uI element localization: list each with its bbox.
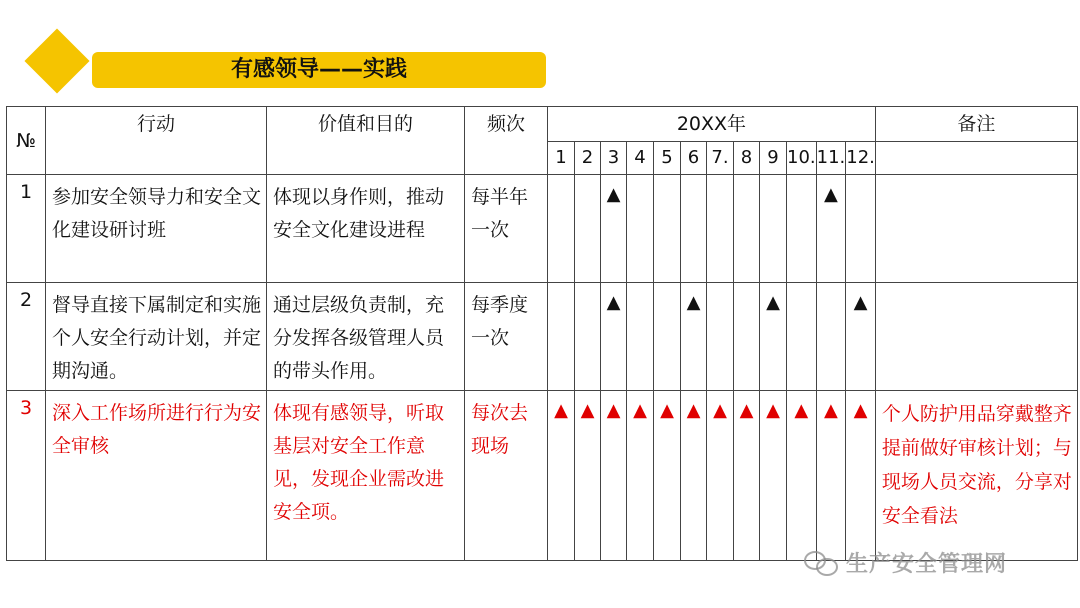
action-cell: 深入工作场所进行行为安全审核 [46,391,267,561]
header-action: 行动 [46,107,267,175]
month-cell [575,283,601,391]
remark-cell [875,283,1077,391]
month-cell [734,283,760,391]
month-cell [601,391,627,561]
month-cell [760,391,787,561]
month-cell [627,175,654,283]
row-number: 1 [7,175,46,283]
table-row [7,283,1078,391]
table-row [7,391,1078,561]
month-cell [760,283,787,391]
triangle-marker-icon: ▲ [824,184,838,205]
month-cell [654,283,681,391]
triangle-marker-icon: ▲ [606,184,621,205]
triangle-marker-icon: ▲ [794,400,809,421]
month-header: 7. [707,142,734,175]
month-cell [787,175,817,283]
month-cell [627,283,654,391]
action-cell: 督导直接下属制定和实施个人安全行动计划，并定期沟通。 [46,283,267,391]
month-cell [707,283,734,391]
watermark-text: 生产安全管理网 [846,551,1008,577]
month-header: 1 [548,142,575,175]
month-cell [601,175,627,283]
month-cell [846,175,876,283]
action-plan-table [6,106,1078,561]
action-cell: 参加安全领导力和安全文化建设研讨班 [46,175,267,283]
frequency-cell: 每半年一次 [465,175,548,283]
title-diamond-decoration [24,28,89,93]
month-cell [846,283,876,391]
header-value: 价值和目的 [267,107,465,175]
header-no: № [7,107,46,175]
triangle-marker-icon: ▲ [660,400,674,421]
remark-cell: 个人防护用品穿戴整齐 提前做好审核计划；与现场人员交流，分享对安全看法 [875,391,1077,561]
month-header: 12. [846,142,876,175]
value-cell: 体现有感领导，听取基层对安全工作意见，发现企业需改进安全项。 [267,391,465,561]
header-remark: 备注 [875,107,1077,142]
triangle-marker-icon: ▲ [606,292,621,313]
month-cell [681,175,707,283]
frequency-cell: 每季度一次 [465,283,548,391]
remark-cell [875,175,1077,283]
month-cell [654,391,681,561]
triangle-marker-icon: ▲ [853,400,868,421]
triangle-marker-icon: ▲ [686,400,701,421]
month-header: 8 [734,142,760,175]
triangle-marker-icon: ▲ [766,292,780,313]
month-cell [575,175,601,283]
remark-subheader [875,142,1077,175]
value-cell: 体现以身作则，推动安全文化建设进程 [267,175,465,283]
triangle-marker-icon: ▲ [824,400,838,421]
month-cell [575,391,601,561]
month-cell [548,391,575,561]
month-cell [816,175,846,283]
month-cell [601,283,627,391]
value-cell: 通过层级负责制，充分发挥各级管理人员的带头作用。 [267,283,465,391]
triangle-marker-icon: ▲ [580,400,595,421]
month-cell [816,391,846,561]
month-cell [760,175,787,283]
header-frequency: 频次 [465,107,548,175]
month-cell [787,391,817,561]
month-cell [654,175,681,283]
month-cell [548,175,575,283]
row-number: 3 [7,391,46,561]
month-cell [734,391,760,561]
header-year: 20XX年 [548,107,876,142]
table-row [7,175,1078,283]
month-cell [681,283,707,391]
triangle-marker-icon: ▲ [554,400,568,421]
month-header: 11. [816,142,846,175]
triangle-marker-icon: ▲ [633,400,647,421]
triangle-marker-icon: ▲ [739,400,754,421]
month-header: 2 [575,142,601,175]
triangle-marker-icon: ▲ [766,400,780,421]
triangle-marker-icon: ▲ [713,400,727,421]
month-cell [627,391,654,561]
month-cell [734,175,760,283]
month-cell [707,391,734,561]
watermark [804,544,1007,580]
month-cell [681,391,707,561]
frequency-cell: 每次去现场 [465,391,548,561]
triangle-marker-icon: ▲ [853,292,868,313]
page-title: 有感领导——实践 [230,57,407,82]
triangle-marker-icon: ▲ [686,292,701,313]
month-header: 3 [601,142,627,175]
month-cell [846,391,876,561]
month-cell [548,283,575,391]
month-cell [787,283,817,391]
month-header: 5 [654,142,681,175]
row-number: 2 [7,283,46,391]
month-header: 6 [681,142,707,175]
month-header: 10. [787,142,817,175]
month-cell [816,283,846,391]
wechat-icon [804,549,838,575]
month-header: 4 [627,142,654,175]
month-header: 9 [760,142,787,175]
month-cell [707,175,734,283]
triangle-marker-icon: ▲ [606,400,621,421]
